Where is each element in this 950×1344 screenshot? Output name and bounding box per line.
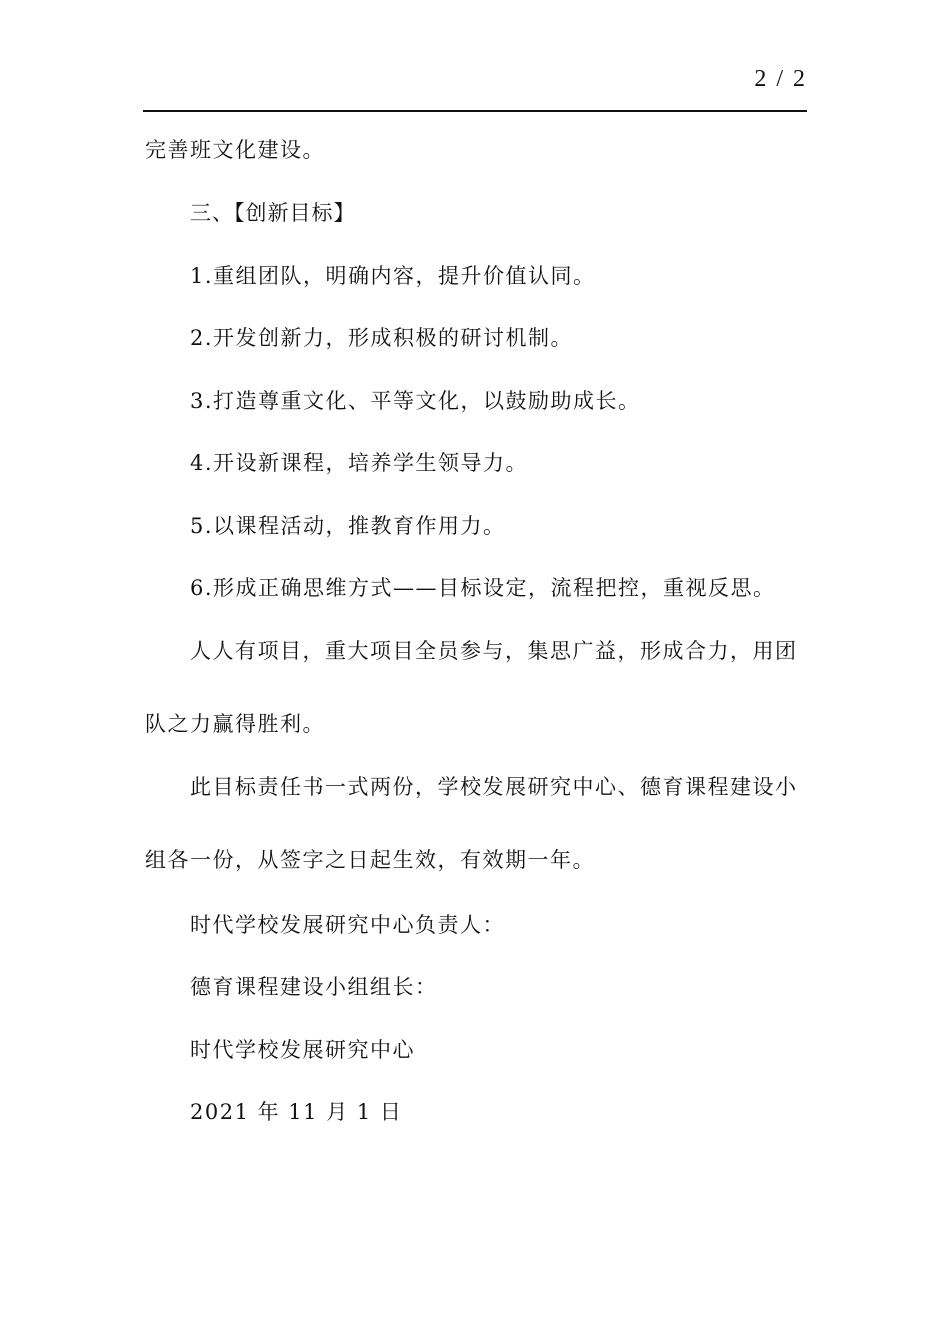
goal-item-1: 1.重组团队，明确内容，提升价值认同。 xyxy=(190,264,596,288)
signature-center-leader: 时代学校发展研究中心负责人： xyxy=(190,913,505,937)
goal-item-4: 4.开设新课程，培养学生领导力。 xyxy=(190,451,529,475)
page-number: 2 / 2 xyxy=(754,66,807,92)
paragraph-2-line-1: 此目标责任书一式两份，学校发展研究中心、德育课程建设小 xyxy=(190,775,798,799)
goal-item-2: 2.开发创新力，形成积极的研讨机制。 xyxy=(190,326,574,350)
paragraph-2-line-2: 组各一份，从签字之日起生效，有效期一年。 xyxy=(145,848,595,872)
signature-group-leader: 德育课程建设小组组长： xyxy=(190,975,438,999)
signature-date: 2021 年 11 月 1 日 xyxy=(190,1100,403,1124)
continuation-text: 完善班文化建设。 xyxy=(145,138,325,162)
header-rule xyxy=(143,110,807,112)
paragraph-1-line-1: 人人有项目，重大项目全员参与，集思广益，形成合力，用团 xyxy=(190,639,798,663)
section-title: 三、【创新目标】 xyxy=(190,201,356,225)
signature-organization: 时代学校发展研究中心 xyxy=(190,1038,415,1062)
goal-item-3: 3.打造尊重文化、平等文化，以鼓励助成长。 xyxy=(190,389,641,413)
goal-item-6: 6.形成正确思维方式——目标设定，流程把控，重视反思。 xyxy=(190,576,776,600)
paragraph-1-line-2: 队之力赢得胜利。 xyxy=(145,712,325,736)
goal-item-5: 5.以课程活动，推教育作用力。 xyxy=(190,514,506,538)
